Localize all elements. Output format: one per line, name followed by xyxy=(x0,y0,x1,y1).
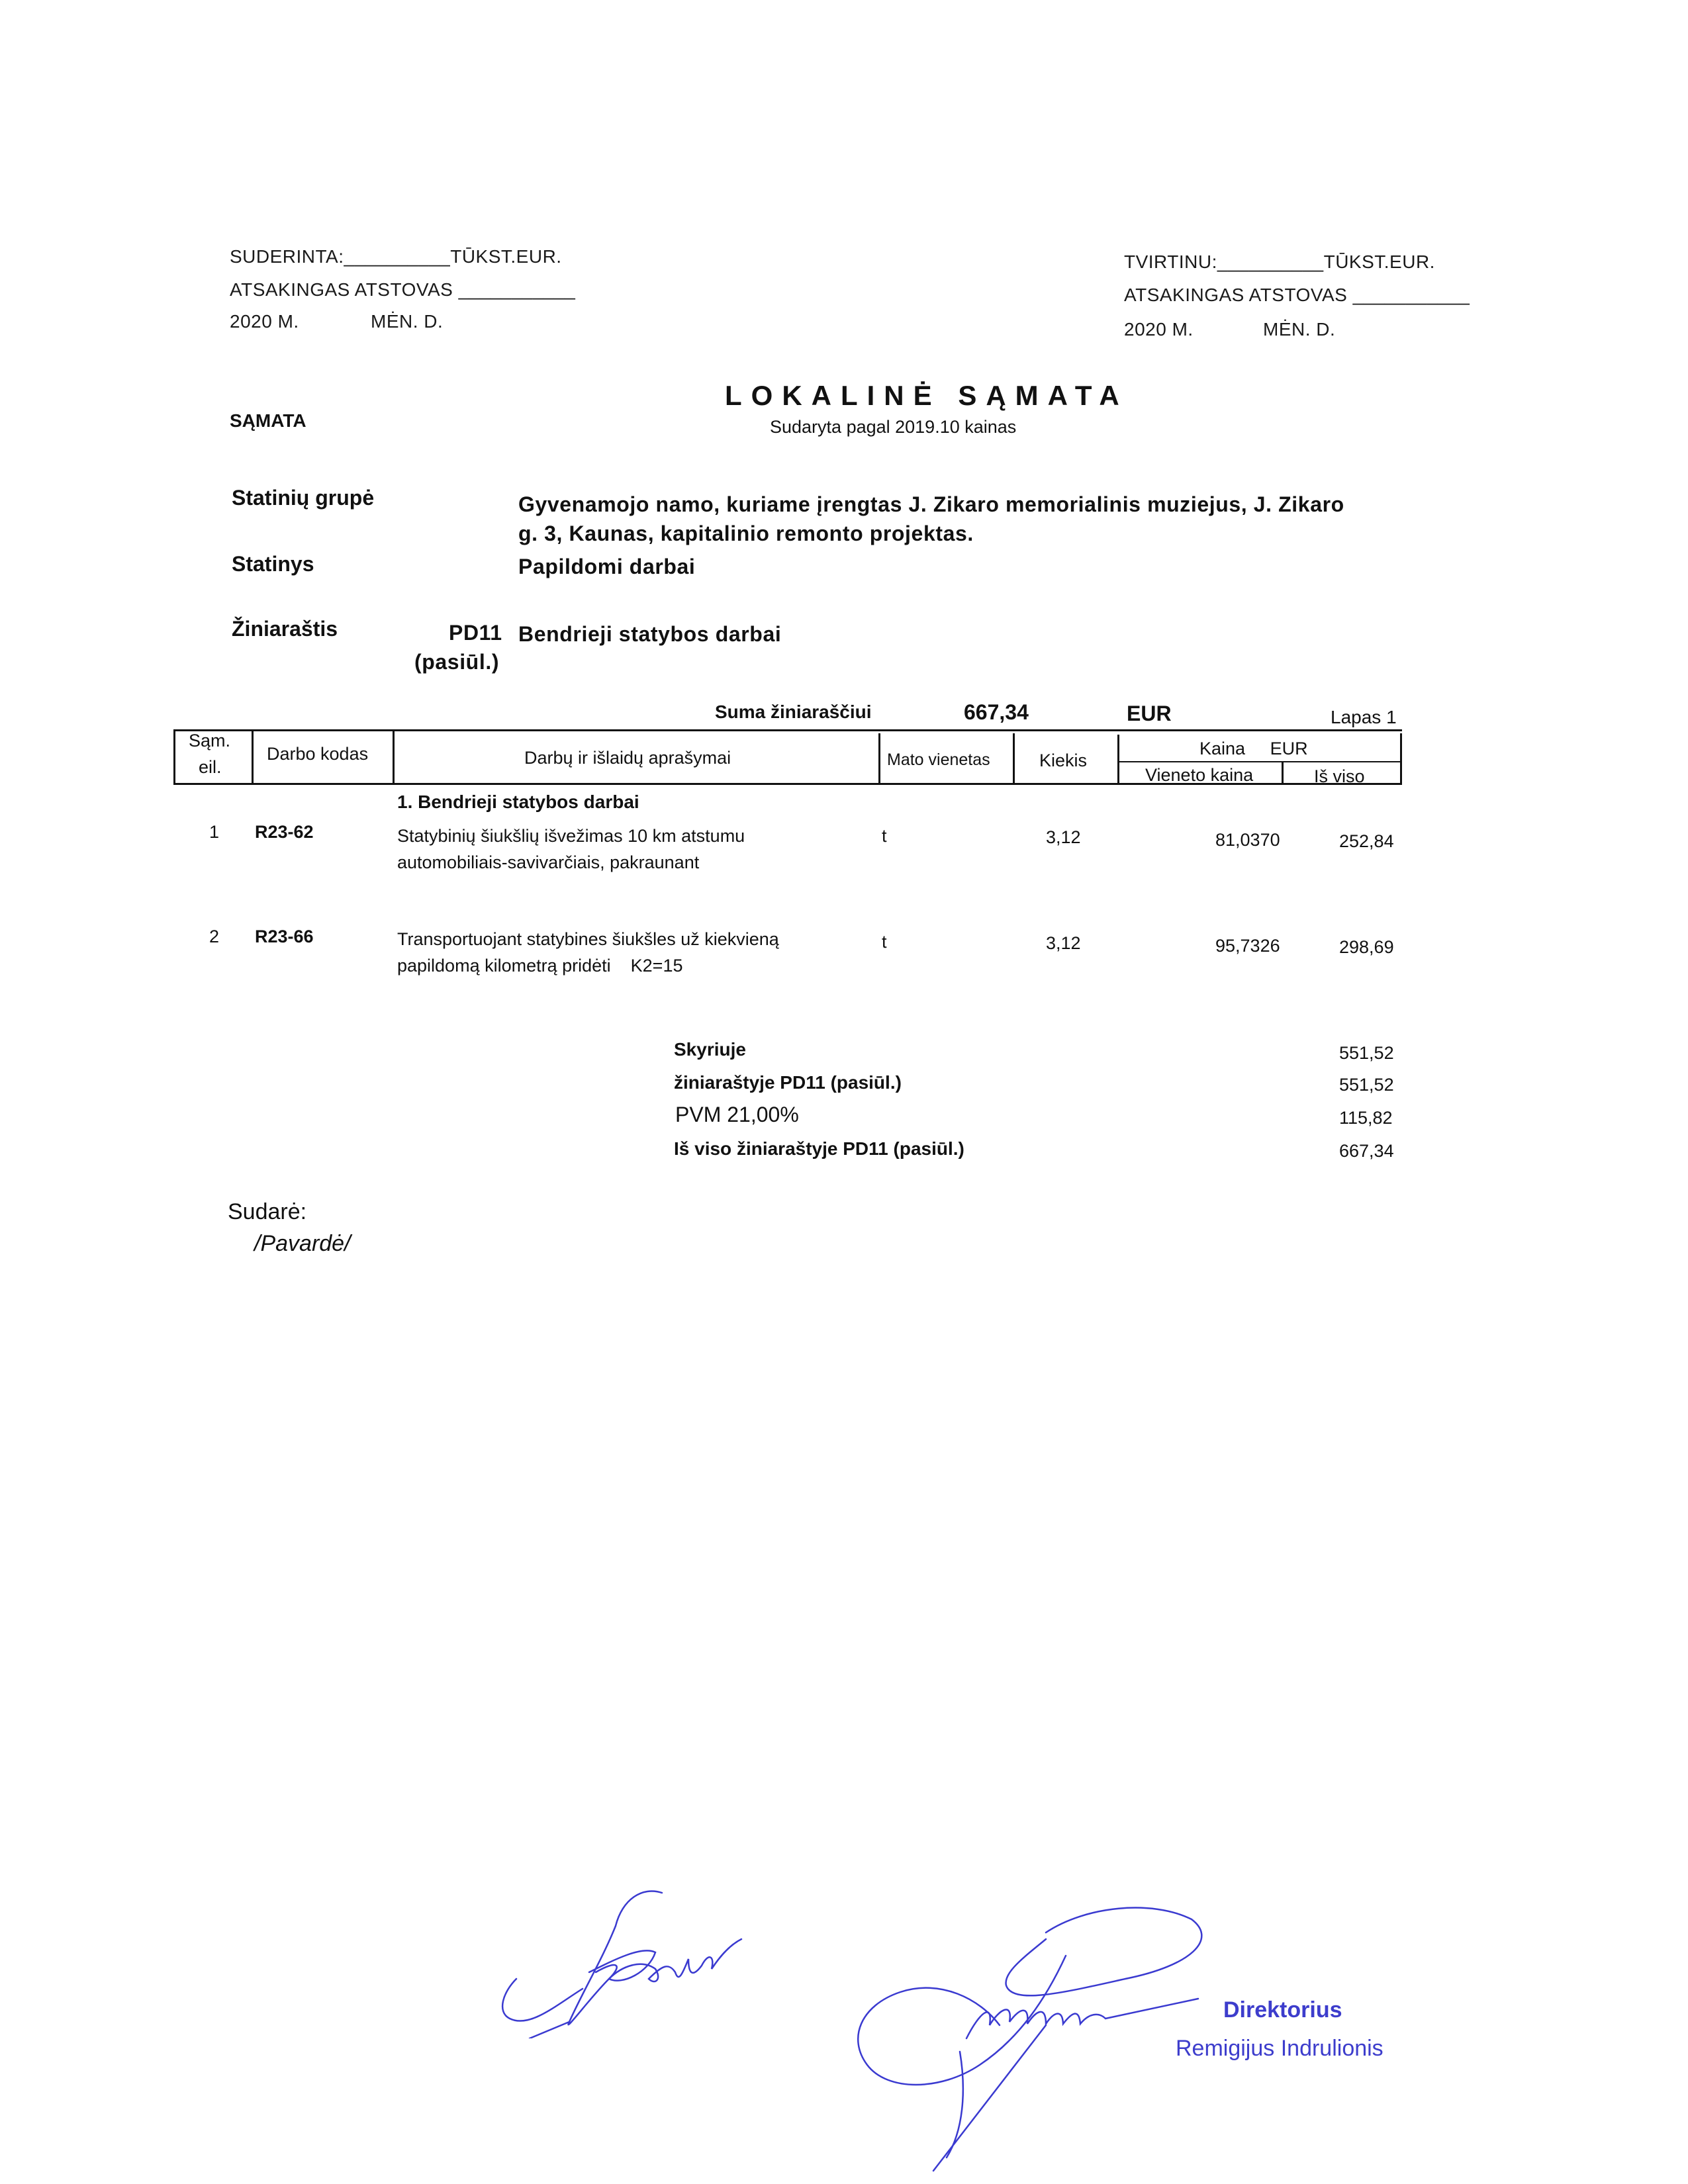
approval-left-line1: SUDERINTA:__________TŪKST.EUR. xyxy=(230,246,562,267)
row-unit-price: 95,7326 xyxy=(1215,936,1280,956)
header-unit: Mato vienetas xyxy=(887,751,990,769)
header-description: Darbų ir išlaidų aprašymai xyxy=(524,748,731,768)
row-no: 2 xyxy=(209,927,220,946)
approval-right-year: 2020 M. xyxy=(1124,319,1194,340)
header-code: Darbo kodas xyxy=(267,744,369,764)
document-left-label: SĄMATA xyxy=(230,410,306,431)
row-code: R23-62 xyxy=(255,822,314,842)
row-total: 298,69 xyxy=(1339,937,1394,957)
total-value-section: 551,52 xyxy=(1339,1043,1394,1063)
row-qty: 3,12 xyxy=(1046,827,1081,847)
row-total: 252,84 xyxy=(1339,831,1394,851)
object-label: Statinys xyxy=(232,552,314,576)
total-label-sheet: žiniaraštyje PD11 (pasiūl.) xyxy=(674,1072,902,1093)
row-description-line2: papildomą kilometrą pridėti K2=15 xyxy=(397,956,683,976)
approval-right-month-day: MĖN. D. xyxy=(1263,319,1336,340)
stamp-name: Remigijus Indrulionis xyxy=(1176,2036,1383,2061)
total-value-grand: 667,34 xyxy=(1339,1141,1394,1161)
total-label-vat: PVM 21,00% xyxy=(675,1103,799,1126)
header-price: Kaina EUR xyxy=(1199,739,1308,758)
approval-right-line1: TVIRTINU:__________TŪKST.EUR. xyxy=(1124,251,1435,272)
total-value-sheet: 551,52 xyxy=(1339,1075,1394,1095)
row-unit: t xyxy=(882,826,887,846)
sheet-name: Bendrieji statybos darbai xyxy=(518,622,782,646)
document-title: LOKALINĖ SĄMATA xyxy=(725,380,1129,411)
row-description-line2: automobiliais-savivarčiais, pakraunant xyxy=(397,852,700,872)
total-value-vat: 115,82 xyxy=(1339,1108,1393,1128)
signature-right xyxy=(847,1893,1218,2184)
group-value-line2: g. 3, Kaunas, kapitalinio remonto projektas. xyxy=(518,522,974,545)
sum-label: Suma žiniaraščiui xyxy=(715,702,872,722)
group-value-line1: Gyvenamojo namo, kuriame įrengtas J. Zikaro memorialinis muziejus, J. Zikaro xyxy=(518,492,1344,516)
page-number: Lapas 1 xyxy=(1331,707,1397,727)
approval-left-line2: ATSAKINGAS ATSTOVAS ___________ xyxy=(230,279,576,300)
stamp-title: Direktorius xyxy=(1223,1997,1342,2023)
approval-left-month-day: MĖN. D. xyxy=(371,311,444,332)
row-unit-price: 81,0370 xyxy=(1215,830,1280,850)
prepared-by-label: Sudarė: xyxy=(228,1199,307,1224)
row-description-line1: Statybinių šiukšlių išvežimas 10 km atstumu xyxy=(397,826,745,846)
total-label-section: Skyriuje xyxy=(674,1039,746,1060)
approval-left-year: 2020 M. xyxy=(230,311,299,332)
header-no-2: eil. xyxy=(199,757,222,777)
row-description-line1: Transportuojant statybines šiukšles už kiekvieną xyxy=(397,929,779,949)
document-subtitle: Sudaryta pagal 2019.10 kainas xyxy=(770,417,1017,437)
header-qty: Kiekis xyxy=(1039,751,1088,770)
sheet-code: PD11 xyxy=(449,621,502,645)
header-total: Iš viso xyxy=(1314,766,1365,786)
sheet-code-note: (pasiūl.) xyxy=(414,650,500,674)
sum-amount: 667,34 xyxy=(964,700,1029,724)
row-qty: 3,12 xyxy=(1046,933,1081,953)
surname-placeholder: /Pavardė/ xyxy=(254,1231,351,1256)
header-unit-price: Vieneto kaina xyxy=(1145,765,1254,785)
section-heading: 1. Bendrieji statybos darbai xyxy=(397,792,639,812)
row-code: R23-66 xyxy=(255,927,314,946)
sheet-label: Žiniaraštis xyxy=(232,617,338,641)
row-no: 1 xyxy=(209,822,220,842)
sum-currency: EUR xyxy=(1127,702,1172,725)
object-value: Papildomi darbai xyxy=(518,555,696,578)
header-no-1: Sąm. xyxy=(189,731,231,751)
group-label: Statinių grupė xyxy=(232,486,375,510)
row-unit: t xyxy=(882,932,887,952)
total-label-grand: Iš viso žiniaraštyje PD11 (pasiūl.) xyxy=(674,1138,964,1159)
approval-right-line2: ATSAKINGAS ATSTOVAS ___________ xyxy=(1124,285,1470,305)
signature-left xyxy=(490,1880,781,2038)
